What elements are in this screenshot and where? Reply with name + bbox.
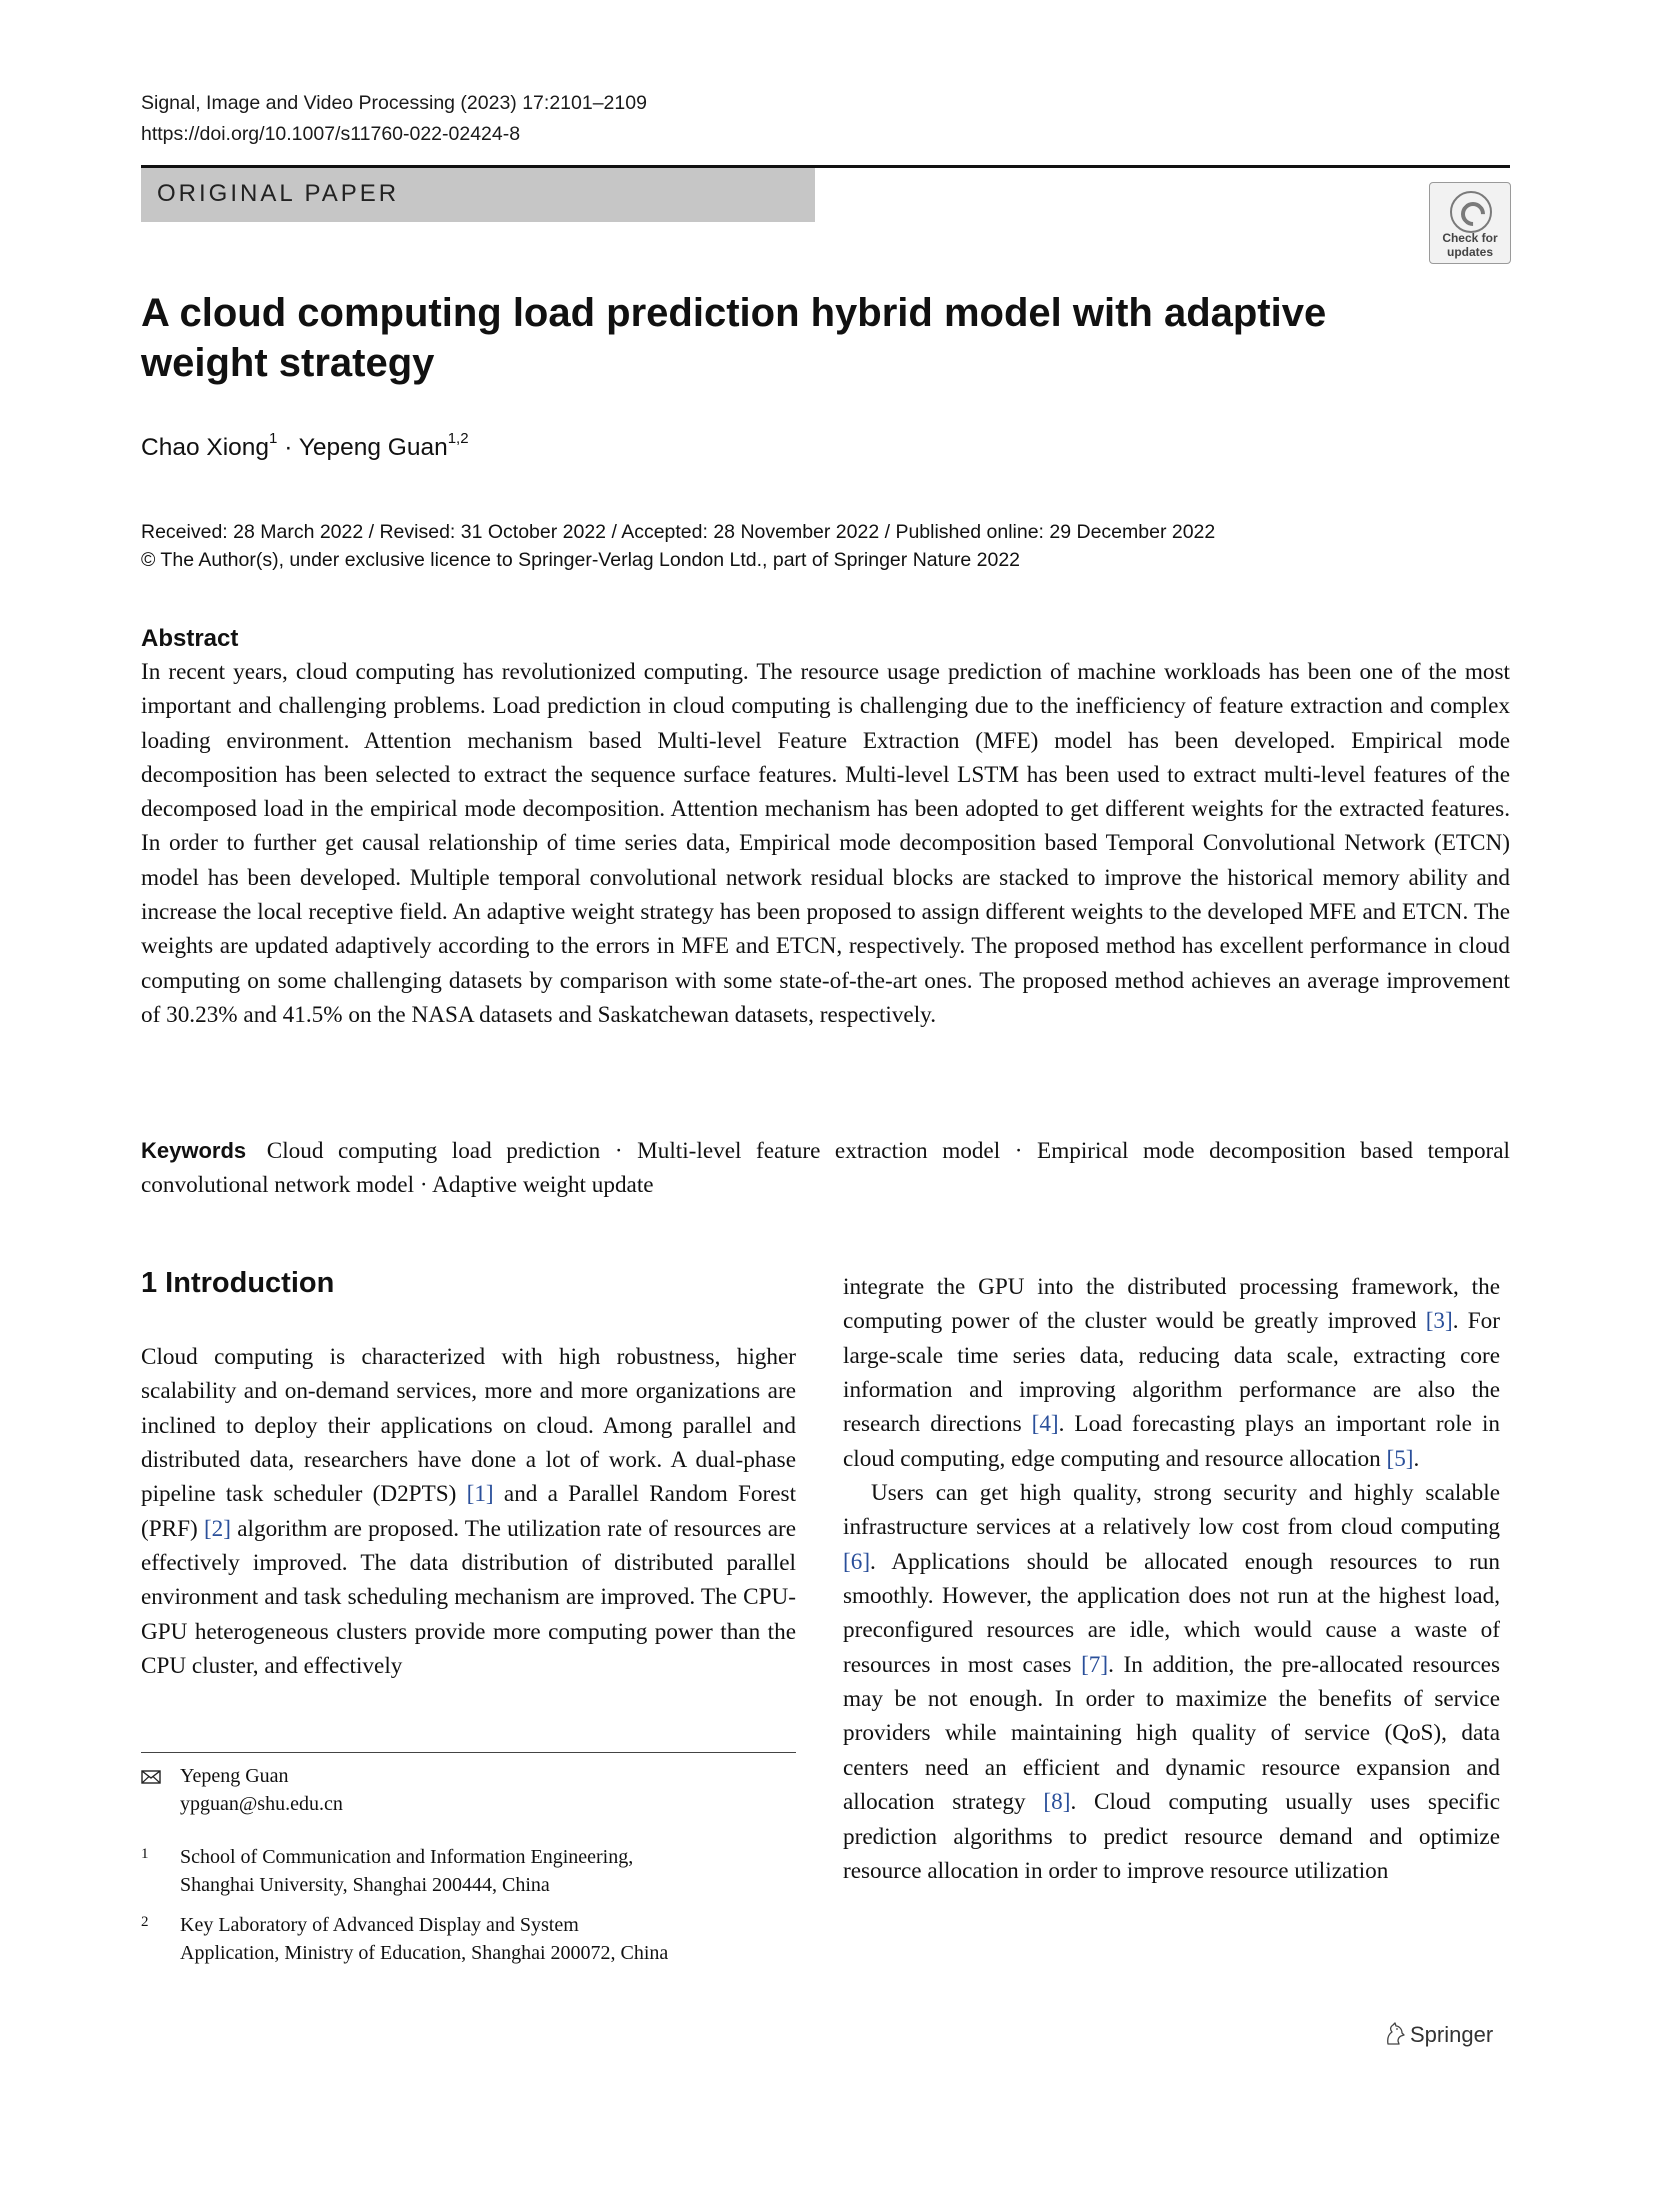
citation-link[interactable]: [7] [1081,1651,1109,1678]
keywords-label: Keywords [141,1138,247,1163]
author-list [141,430,469,462]
journal-header [141,88,647,150]
doi-link[interactable]: https://doi.org/10.1007/s11760-022-02424-8 [141,123,521,145]
text-run: Cloud computing is characterized with high robustness, higher scalability and on-demand services, more and more organizations are inclined to deploy their applications on cloud. Among parallel and distributed data, researchers have done a lot of work. A dual-phase pipeline task scheduler (D2PTS) [141,1344,796,1508]
publication-history [141,518,1215,574]
journal-citation: Signal, Image and Video Processing (2023) 17:2101–2109 [141,92,647,114]
abstract-text: In recent years, cloud computing has revolutionized computing. The resource usage prediction of machine workloads has been one of the most important and challenging problems. Load prediction in cloud computing is challenging due to the inefficiency of feature extraction and complex loading environment. Attention mechanism based Multi-level Feature Extraction (MFE) model has been developed. Empirical mode decomposition has been selected to extract the sequence surface features. Multi-level LSTM has been used to extract multi-level features of the decomposed load in the empirical mode decomposition. Attention mechanism has been adopted to get different weights for the extracted features. In order to further get causal relationship of time series data, Empirical mode decomposition based Temporal Convolutional Network (ETCN) model has been developed. Multiple temporal convolutional network residual blocks are stacked to improve the historical memory ability and increase the local receptive field. An adaptive weight strategy has been proposed to assign different weights to the developed MFE and ETCN. The weights are updated adaptively according to the errors in MFE and ETCN, respectively. The proposed method has excellent performance in cloud computing on some challenging datasets by comparison with some state-of-the-art ones. The proposed method achieves an average improvement of 30.23% and 41.5% on the NASA datasets and Saskatchewan datasets, respectively. [141,659,1510,1028]
publisher-logo [1384,2022,1493,2052]
text-run: integrate the GPU into the distributed processing framework, the computing power of the cluster would be greatly improved [843,1274,1500,1335]
citation-link[interactable]: [4] [1031,1411,1059,1438]
paragraph [843,1476,1500,1888]
affiliation-1 [180,1843,800,1899]
section-heading-introduction: 1 Introduction [141,1267,335,1299]
corresponding-author-email[interactable]: ypguan@shu.edu.cn [180,1793,343,1815]
affiliation-line: Shanghai University, Shanghai 200444, China [180,1874,550,1896]
keywords [141,1134,1510,1203]
author-name[interactable]: Chao Xiong [141,434,270,461]
dates-line: Received: 28 March 2022 / Revised: 31 October 2022 / Accepted: 28 November 2022 / Published online: 29 December 2022 [141,521,1216,543]
author-affiliation: 1,2 [447,430,469,447]
article-type-label: ORIGINAL PAPER [157,180,400,207]
citation-link[interactable]: [6] [843,1548,871,1575]
text-run: . In addition, the pre-allocated resources may be not enough. In order to maximize the benefits of service providers while maintaining high quality of service (QoS), data centers need an efficient and dynamic resource expansion and allocation strategy [843,1651,1500,1816]
article-type-badge [141,168,815,222]
crossmark-ring [1450,191,1492,233]
author-affiliation: 1 [269,430,278,447]
publisher-name: Springer [1410,2022,1494,2047]
springer-horse-icon [1384,2022,1406,2052]
abstract-heading: Abstract [141,625,239,652]
envelope-icon [141,1762,181,1784]
citation-link[interactable]: [1] [466,1481,494,1508]
author-name[interactable]: Yepeng Guan [298,434,448,461]
affiliation-number: 1 [141,1846,149,1862]
text-run: . Applications should be allocated enough resources to run smoothly. However, the application does not run at the highest load, preconfigured resources are idle, which would cause a waste of resources in most cases [843,1548,1500,1678]
paragraph [843,1270,1500,1476]
text-run: . [1413,1445,1420,1472]
text-run: . For large-scale time series data, reducing data scale, extracting core information and improving algorithm performance are also the research directions [843,1308,1500,1438]
affiliation-line: Key Laboratory of Advanced Display and System [180,1914,579,1936]
affiliation-line: School of Communication and Information Engineering, [180,1846,634,1868]
text-run: and a Parallel Random Forest (PRF) [141,1481,797,1542]
copyright-line: © The Author(s), under exclusive licence to Springer-Verlag London Ltd., part of Springer Nature 2022 [141,549,1021,571]
crossmark-label: Check for updates [1442,231,1498,259]
citation-link[interactable]: [5] [1386,1445,1414,1472]
affiliation-number: 2 [141,1914,149,1930]
text-run: . Load forecasting plays an important role in cloud computing, edge computing and resource allocation [843,1411,1500,1472]
citation-link[interactable]: [8] [1043,1789,1071,1816]
citation-link[interactable]: [3] [1425,1308,1453,1335]
corresponding-author-name: Yepeng Guan [180,1765,289,1787]
affiliation-2 [180,1911,800,1967]
text-run: Users can get high quality, strong security and highly scalable infrastructure services at a relatively low cost from cloud computing [843,1480,1500,1541]
paragraph [141,1340,796,1683]
footnote-rule [141,1752,796,1753]
affiliation-line: Application, Ministry of Education, Shanghai 200072, China [180,1942,669,1964]
keywords-text: Cloud computing load prediction · Multi-level feature extraction model · Empirical mode decomposition based temporal convolutional network model · Adaptive weight update [141,1138,1511,1199]
text-run: . Cloud computing usually uses specific prediction algorithms to predict resource demand and optimize resource allocation in order to improve resource utilization [843,1789,1501,1884]
text-run: algorithm are proposed. The utilization rate of resources are effectively improved. The data distribution of distributed parallel environment and task scheduling mechanism are improved. The CPU-GPU heterogeneous clusters provide more computing power than the CPU cluster, and effectively [141,1515,796,1680]
check-for-updates-icon[interactable] [1429,182,1511,264]
corresponding-author [180,1762,800,1818]
right-column [843,1270,1500,1888]
citation-link[interactable]: [2] [203,1515,231,1542]
paper-title: A cloud computing load prediction hybrid model with adaptive weight strategy [141,291,1327,385]
author-separator: · [284,434,293,461]
left-column [141,1340,796,1683]
